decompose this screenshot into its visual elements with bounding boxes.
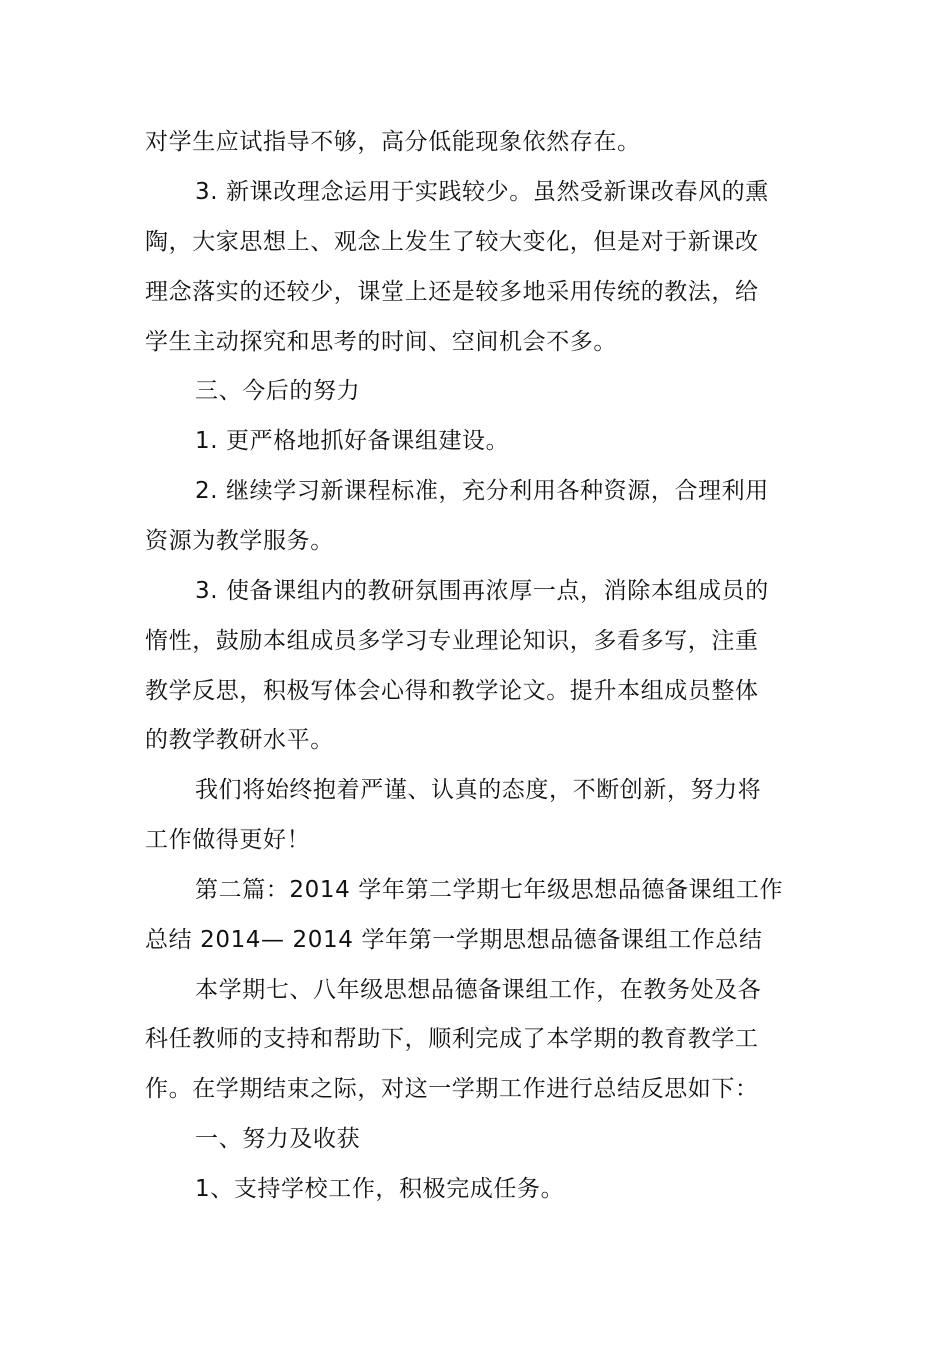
chapter-title-line: 第二篇：2014 学年第二学期七年级思想品德备课组工作 <box>195 877 784 903</box>
paragraph-line: 作。在学期结束之际，对这一学期工作进行总结反思如下： <box>145 1076 759 1102</box>
paragraph-line: 理念落实的还较少，课堂上还是较多地采用传统的教法，给 <box>145 279 759 305</box>
section-heading: 一、努力及收获 <box>195 1126 361 1152</box>
paragraph-line: 3. 使备课组内的教研氛围再浓厚一点，消除本组成员的 <box>195 578 769 604</box>
paragraph-line: 2. 继续学习新课程标准，充分利用各种资源，合理利用 <box>195 478 769 504</box>
paragraph-line: 资源为教学服务。 <box>145 528 334 554</box>
paragraph-line: 教学反思，积极写体会心得和教学论文。提升本组成员整体 <box>145 678 759 704</box>
paragraph-line: 惰性，鼓励本组成员多学习专业理论知识，多看多写，注重 <box>145 628 759 654</box>
paragraph-line: 我们将始终抱着严谨、认真的态度，不断创新，努力将 <box>195 777 762 803</box>
paragraph-line: 陶，大家思想上、观念上发生了较大变化，但是对于新课改 <box>145 229 759 255</box>
paragraph-line: 对学生应试指导不够，高分低能现象依然存在。 <box>145 129 641 155</box>
paragraph-line: 1、支持学校工作，积极完成任务。 <box>195 1176 565 1202</box>
section-heading: 三、今后的努力 <box>195 378 361 404</box>
chapter-title-line: 总结 2014— 2014 学年第一学期思想品德备课组工作总结 <box>145 927 763 953</box>
paragraph-line: 学生主动探究和思考的时间、空间机会不多。 <box>145 329 617 355</box>
paragraph-line: 1. 更严格地抓好备课组建设。 <box>195 428 510 454</box>
paragraph-line: 的教学教研水平。 <box>145 727 334 753</box>
paragraph-line: 科任教师的支持和帮助下，顺利完成了本学期的教育教学工 <box>145 1026 759 1052</box>
paragraph-line: 3. 新课改理念运用于实践较少。虽然受新课改春风的熏 <box>195 179 769 205</box>
paragraph-line: 本学期七、八年级思想品德备课组工作，在教务处及各 <box>195 977 762 1003</box>
paragraph-line: 工作做得更好！ <box>145 827 311 853</box>
